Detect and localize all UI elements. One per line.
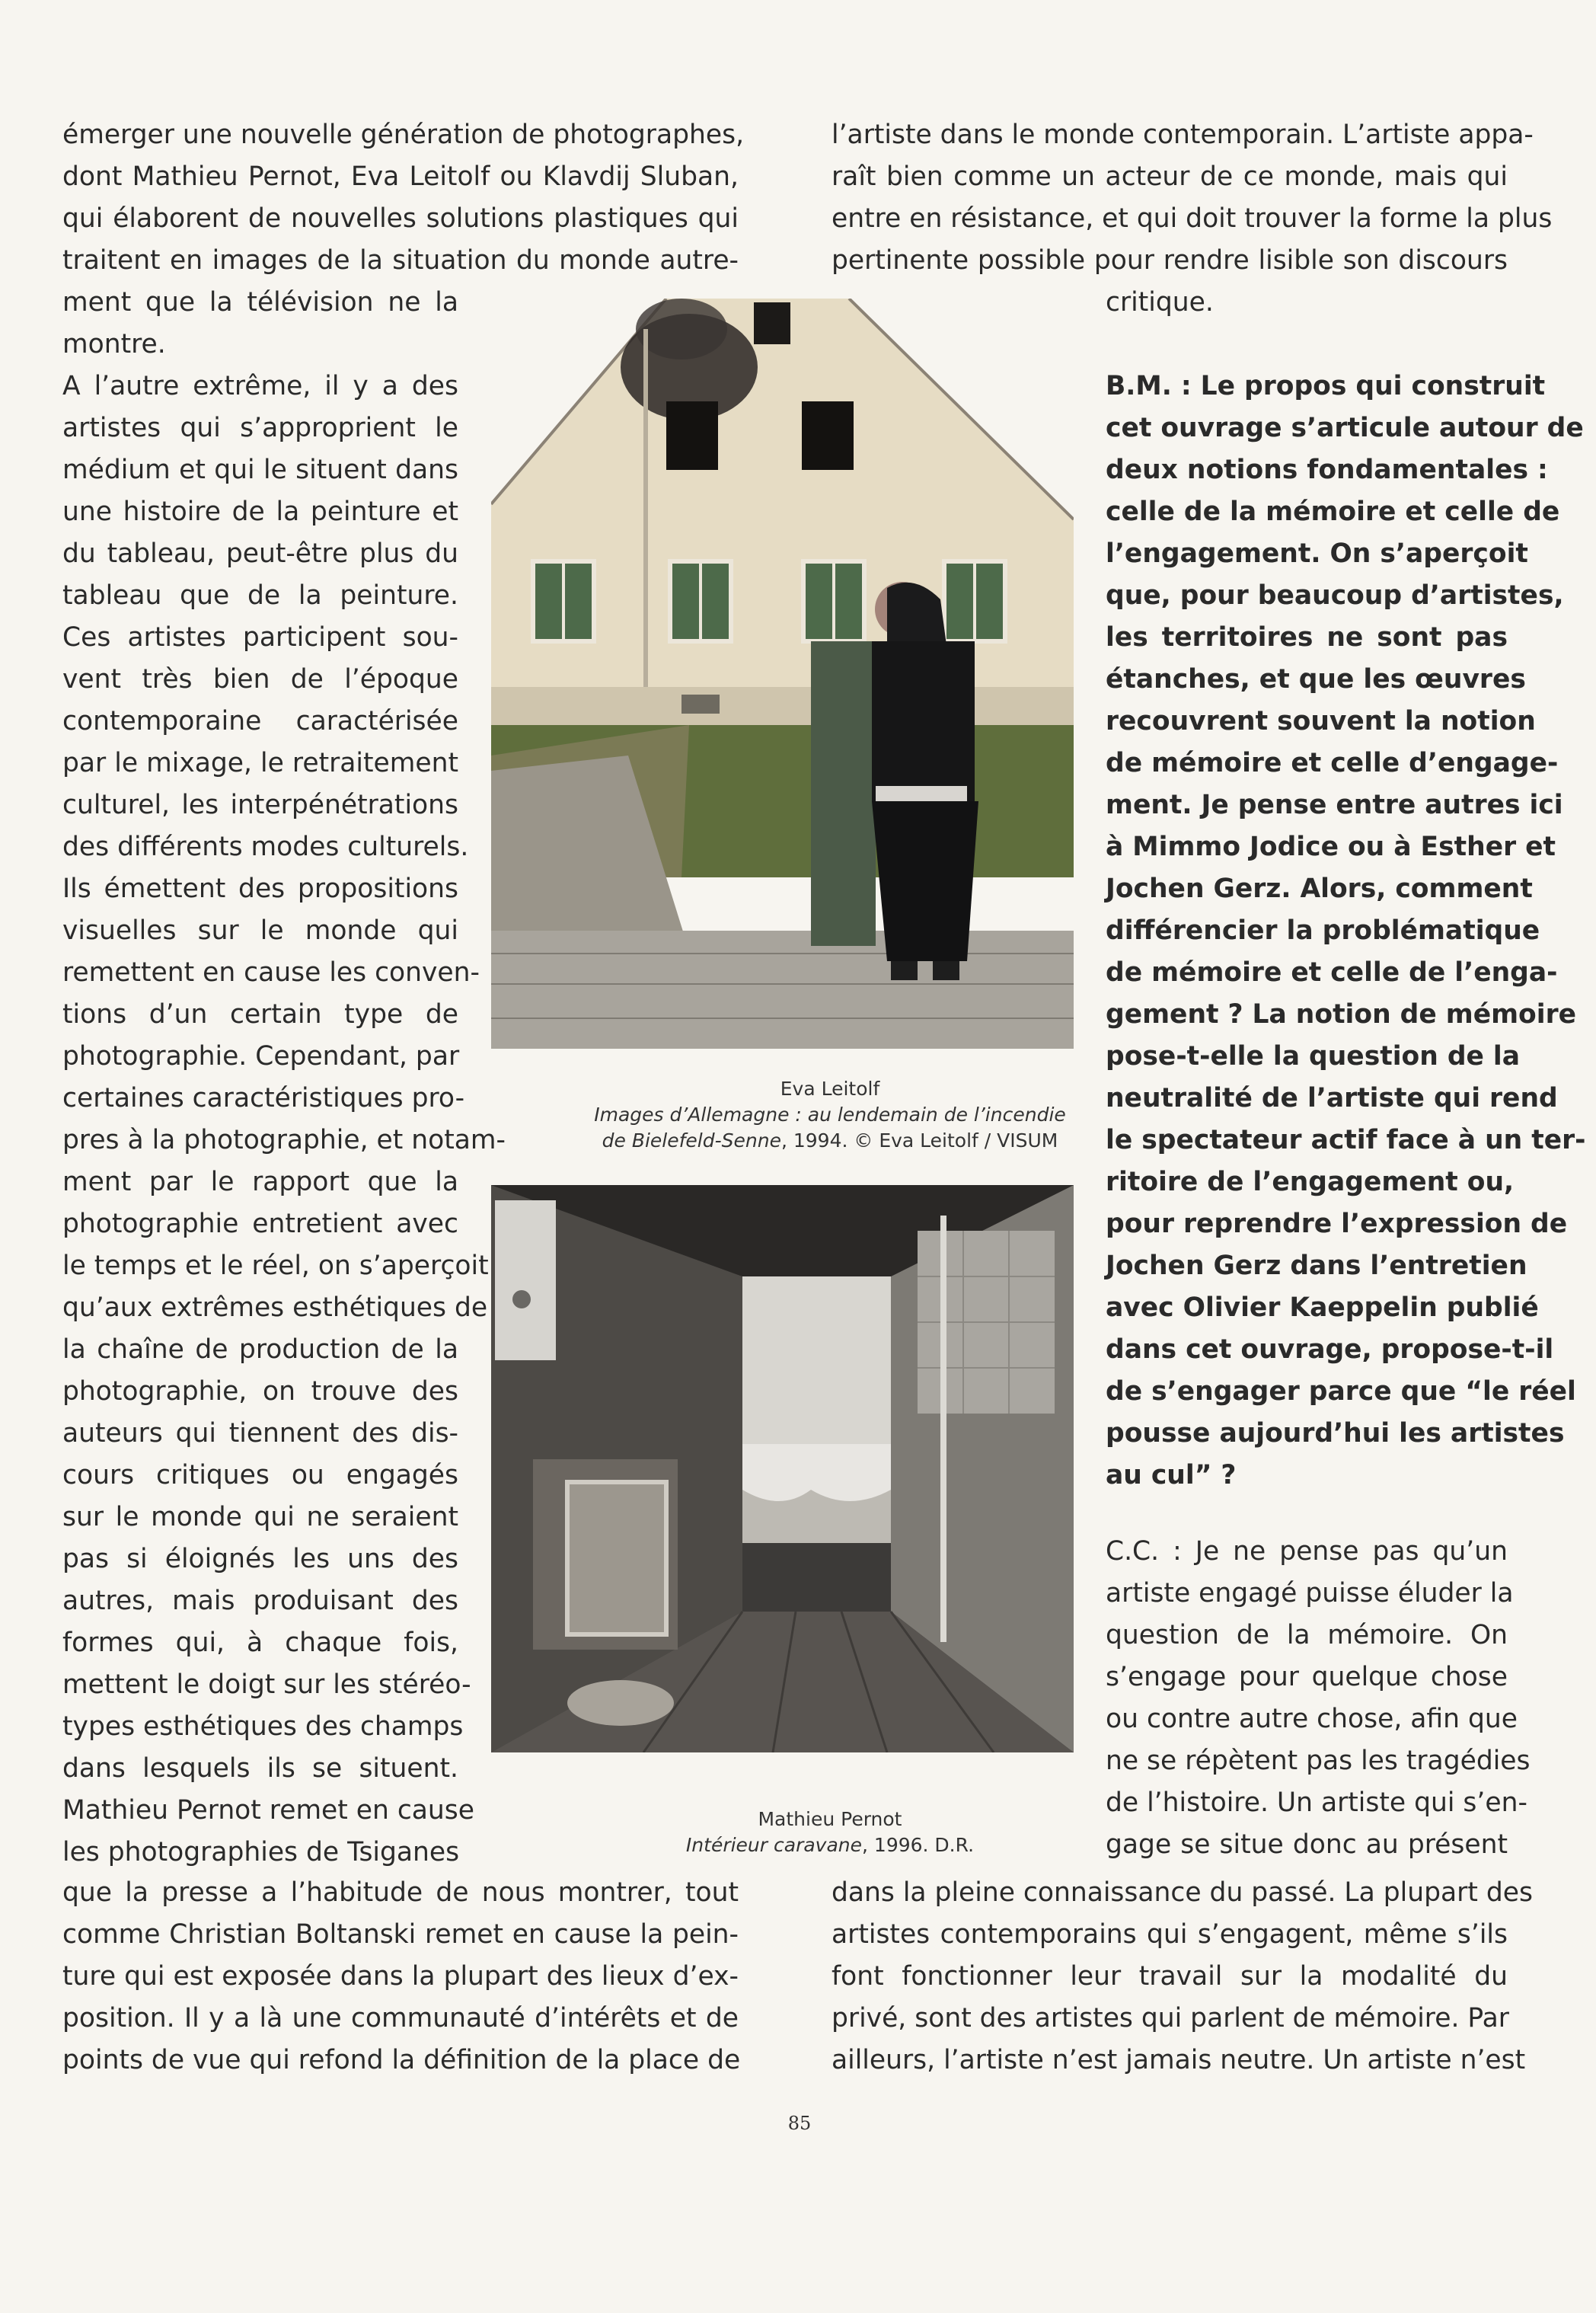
page-number: 85 bbox=[787, 2113, 812, 2134]
right-bm-lines-line: étanches, et que les œuvres bbox=[1106, 664, 1526, 695]
left-mid-lines-line: tions d’un certain type de bbox=[62, 999, 458, 1030]
right-top-lines-line: pertinente possible pour rendre lisible son discours bbox=[832, 245, 1508, 276]
left-mid-lines-line: dans lesquels ils se situent. bbox=[62, 1753, 458, 1784]
left-mid-lines-line: formes qui, à chaque fois, bbox=[62, 1628, 458, 1658]
left-top-lines-line: traitent en images de la situation du monde autre- bbox=[62, 245, 739, 276]
right-bottom-lines-line: dans la pleine connaissance du passé. La plupart des bbox=[832, 1877, 1533, 1908]
caption-mathieu-pernot bbox=[594, 1807, 1066, 1858]
left-bottom-lines-line: comme Christian Boltanski remet en cause la pein- bbox=[62, 1919, 739, 1950]
right-bm-lines-line: cet ouvrage s’articule autour de bbox=[1106, 413, 1584, 443]
right-bm-lines-line: Jochen Gerz. Alors, comment bbox=[1106, 874, 1533, 904]
right-bottom-lines-line: ailleurs, l’artiste n’est jamais neutre. Un artiste n’est bbox=[832, 2045, 1526, 2075]
right-critique-line bbox=[1106, 282, 1410, 324]
right-cc-lines-line: C.C. : Je ne pense pas qu’un bbox=[1106, 1536, 1508, 1567]
left-top-lines-line: montre. bbox=[62, 329, 166, 359]
left-bottom-lines-line: position. Il y a là une communauté d’intérêts et de bbox=[62, 2003, 739, 2033]
right-top-lines-line: raît bien comme un acteur de ce monde, mais qui bbox=[832, 161, 1508, 192]
photo-mathieu-pernot-caravan bbox=[491, 1185, 1074, 1752]
left-bottom-lines-line: que la presse a l’habitude de nous montrer, tout bbox=[62, 1877, 739, 1908]
right-bottom-lines-line: font fonctionner leur travail sur la modalité du bbox=[832, 1961, 1508, 1992]
left-mid-lines-line: la chaîne de production de la bbox=[62, 1334, 458, 1365]
right-cc-lines-line: s’engage pour quelque chose bbox=[1106, 1662, 1508, 1692]
caption2-artist: Mathieu Pernot bbox=[758, 1808, 902, 1830]
right-top-lines-line: l’artiste dans le monde contemporain. L’artiste appa- bbox=[832, 120, 1534, 150]
left-mid-lines-line: culturel, les interpénétrations bbox=[62, 790, 458, 820]
right-bm-lines-line: gement ? La notion de mémoire bbox=[1106, 999, 1577, 1030]
right-bm-lines-line: pousse aujourd’hui les artistes bbox=[1106, 1418, 1565, 1449]
critique-text: critique. bbox=[1106, 287, 1214, 318]
left-mid-lines-line: les photographies de Tsiganes bbox=[62, 1837, 460, 1867]
left-mid-lines-line: photographie entretient avec bbox=[62, 1209, 458, 1239]
right-bm-lines-line: de s’engager parce que “le réel bbox=[1106, 1376, 1576, 1407]
left-mid-lines-line: des différents modes culturels. bbox=[62, 832, 469, 862]
right-cc-lines-line: question de la mémoire. On bbox=[1106, 1620, 1508, 1650]
left-mid-lines-line: sur le monde qui ne seraient bbox=[62, 1502, 458, 1532]
left-bottom-lines-line: ture qui est exposée dans la plupart des lieux d’ex- bbox=[62, 1961, 739, 1992]
left-top-lines-line: émerger une nouvelle génération de photographes, bbox=[62, 120, 745, 150]
left-mid-lines-line: pas si éloignés les uns des bbox=[62, 1544, 458, 1574]
right-cc-lines-line: de l’histoire. Un artiste qui s’en- bbox=[1106, 1787, 1527, 1818]
right-bm-lines-line: neutralité de l’artiste qui rend bbox=[1106, 1083, 1558, 1113]
right-bm-lines-line: Jochen Gerz dans l’entretien bbox=[1106, 1251, 1527, 1281]
caption1-credit: , 1994. © Eva Leitolf / VISUM bbox=[780, 1129, 1058, 1152]
right-bottom-lines-line: artistes contemporains qui s’engagent, même s’ils bbox=[832, 1919, 1508, 1950]
left-mid-lines-line: autres, mais produisant des bbox=[62, 1586, 458, 1616]
right-column-top bbox=[832, 114, 1553, 282]
left-top-lines-line: ment que la télévision ne la bbox=[62, 287, 458, 318]
left-mid-lines-line: photographie. Cependant, par bbox=[62, 1041, 460, 1072]
right-bm-lines-line: dans cet ouvrage, propose-t-il bbox=[1106, 1334, 1554, 1365]
right-bm-lines-line: ment. Je pense entre autres ici bbox=[1106, 790, 1563, 820]
left-mid-lines-line: une histoire de la peinture et bbox=[62, 497, 458, 527]
left-mid-lines-line: A l’autre extrême, il y a des bbox=[62, 371, 458, 401]
photo-eva-leitolf-house bbox=[491, 299, 1074, 1049]
left-bottom-lines-line: points de vue qui refond la définition de la place de bbox=[62, 2045, 741, 2075]
left-mid-lines-line: ment par le rapport que la bbox=[62, 1167, 458, 1197]
left-mid-lines-line: photographie, on trouve des bbox=[62, 1376, 458, 1407]
right-bm-lines-line: différencier la problématique bbox=[1106, 915, 1540, 946]
left-top-lines-line: qui élaborent de nouvelles solutions plastiques qui bbox=[62, 203, 739, 234]
right-cc-lines-line: artiste engagé puisse éluder la bbox=[1106, 1578, 1514, 1609]
left-mid-lines-line: remettent en cause les conven- bbox=[62, 957, 480, 988]
right-top-lines-line: entre en résistance, et qui doit trouver la forme la plus bbox=[832, 203, 1553, 234]
left-mid-lines-line: du tableau, peut-être plus du bbox=[62, 538, 458, 569]
right-bm-lines-line: celle de la mémoire et celle de bbox=[1106, 497, 1560, 527]
caption2-credit: , 1996. D.R. bbox=[862, 1834, 975, 1856]
bm-question-block bbox=[1106, 366, 1586, 1497]
right-bm-lines-line: de mémoire et celle de l’enga- bbox=[1106, 957, 1558, 988]
caption1-title-line1: Images d’Allemagne : au lendemain de l’incendie bbox=[594, 1104, 1066, 1126]
caravan-image bbox=[491, 1185, 1074, 1752]
left-mid-lines-line: par le mixage, le retraitement bbox=[62, 748, 458, 778]
right-cc-lines-line: ne se répètent pas les tragédies bbox=[1106, 1746, 1531, 1776]
right-cc-lines-line: gage se situe donc au présent bbox=[1106, 1829, 1508, 1860]
right-bm-lines-line: les territoires ne sont pas bbox=[1106, 622, 1508, 653]
right-bm-lines-line: au cul” ? bbox=[1106, 1460, 1237, 1490]
right-bm-lines-line: B.M. : Le propos qui construit bbox=[1106, 371, 1546, 401]
right-bm-lines-line: que, pour beaucoup d’artistes, bbox=[1106, 580, 1564, 611]
left-mid-lines-line: le temps et le réel, on s’aperçoit bbox=[62, 1251, 489, 1281]
caption-eva-leitolf bbox=[594, 1076, 1066, 1154]
left-mid-lines-line: types esthétiques des champs bbox=[62, 1711, 464, 1742]
right-bm-lines-line: ritoire de l’engagement ou, bbox=[1106, 1167, 1515, 1197]
right-bm-lines-line: recouvrent souvent la notion bbox=[1106, 706, 1536, 736]
right-column-bottom bbox=[832, 1872, 1533, 2081]
left-mid-lines-line: Ces artistes participent sou- bbox=[62, 622, 458, 653]
right-bm-lines-line: l’engagement. On s’aperçoit bbox=[1106, 538, 1528, 569]
right-bm-lines-line: pose-t-elle la question de la bbox=[1106, 1041, 1521, 1072]
left-mid-lines-line: mettent le doigt sur les stéréo- bbox=[62, 1669, 471, 1700]
left-mid-lines-line: certaines caractéristiques pro- bbox=[62, 1083, 465, 1113]
right-bm-lines-line: de mémoire et celle d’engage- bbox=[1106, 748, 1559, 778]
caption1-title-line2: de Bielefeld-Senne bbox=[602, 1129, 781, 1152]
right-bottom-lines-line: privé, sont des artistes qui parlent de mémoire. Par bbox=[832, 2003, 1509, 2033]
left-mid-lines-line: Ils émettent des propositions bbox=[62, 874, 458, 904]
right-bm-lines-line: deux notions fondamentales : bbox=[1106, 455, 1548, 485]
left-column-middle bbox=[62, 366, 506, 1874]
left-mid-lines-line: auteurs qui tiennent des dis- bbox=[62, 1418, 458, 1449]
left-mid-lines-line: cours critiques ou engagés bbox=[62, 1460, 458, 1490]
left-mid-lines-line: Mathieu Pernot remet en cause bbox=[62, 1795, 474, 1826]
left-mid-lines-line: contemporaine caractérisée bbox=[62, 706, 458, 736]
left-mid-lines-line: visuelles sur le monde qui bbox=[62, 915, 458, 946]
left-mid-lines-line: tableau que de la peinture. bbox=[62, 580, 458, 611]
left-top-lines-line: dont Mathieu Pernot, Eva Leitolf ou Klavdij Sluban, bbox=[62, 161, 739, 192]
left-mid-lines-line: qu’aux extrêmes esthétiques de bbox=[62, 1292, 488, 1323]
right-bm-lines-line: à Mimmo Jodice ou à Esther et bbox=[1106, 832, 1556, 862]
left-mid-lines-line: artistes qui s’approprient le bbox=[62, 413, 458, 443]
left-column-bottom bbox=[62, 1872, 739, 2081]
left-mid-lines-line: médium et qui le situent dans bbox=[62, 455, 458, 485]
right-bm-lines-line: pour reprendre l’expression de bbox=[1106, 1209, 1568, 1239]
cc-answer-block bbox=[1106, 1531, 1531, 1866]
left-mid-lines-line: pres à la photographie, et notam- bbox=[62, 1125, 506, 1155]
right-bm-lines-line: avec Olivier Kaeppelin publié bbox=[1106, 1292, 1539, 1323]
left-mid-lines-line: vent très bien de l’époque bbox=[62, 664, 458, 695]
caption2-title: Intérieur caravane bbox=[685, 1834, 863, 1856]
caption1-artist: Eva Leitolf bbox=[780, 1078, 880, 1100]
house-image bbox=[491, 299, 1074, 1049]
right-bm-lines-line: le spectateur actif face à un ter- bbox=[1106, 1125, 1586, 1155]
right-cc-lines-line: ou contre autre chose, afin que bbox=[1106, 1704, 1518, 1734]
